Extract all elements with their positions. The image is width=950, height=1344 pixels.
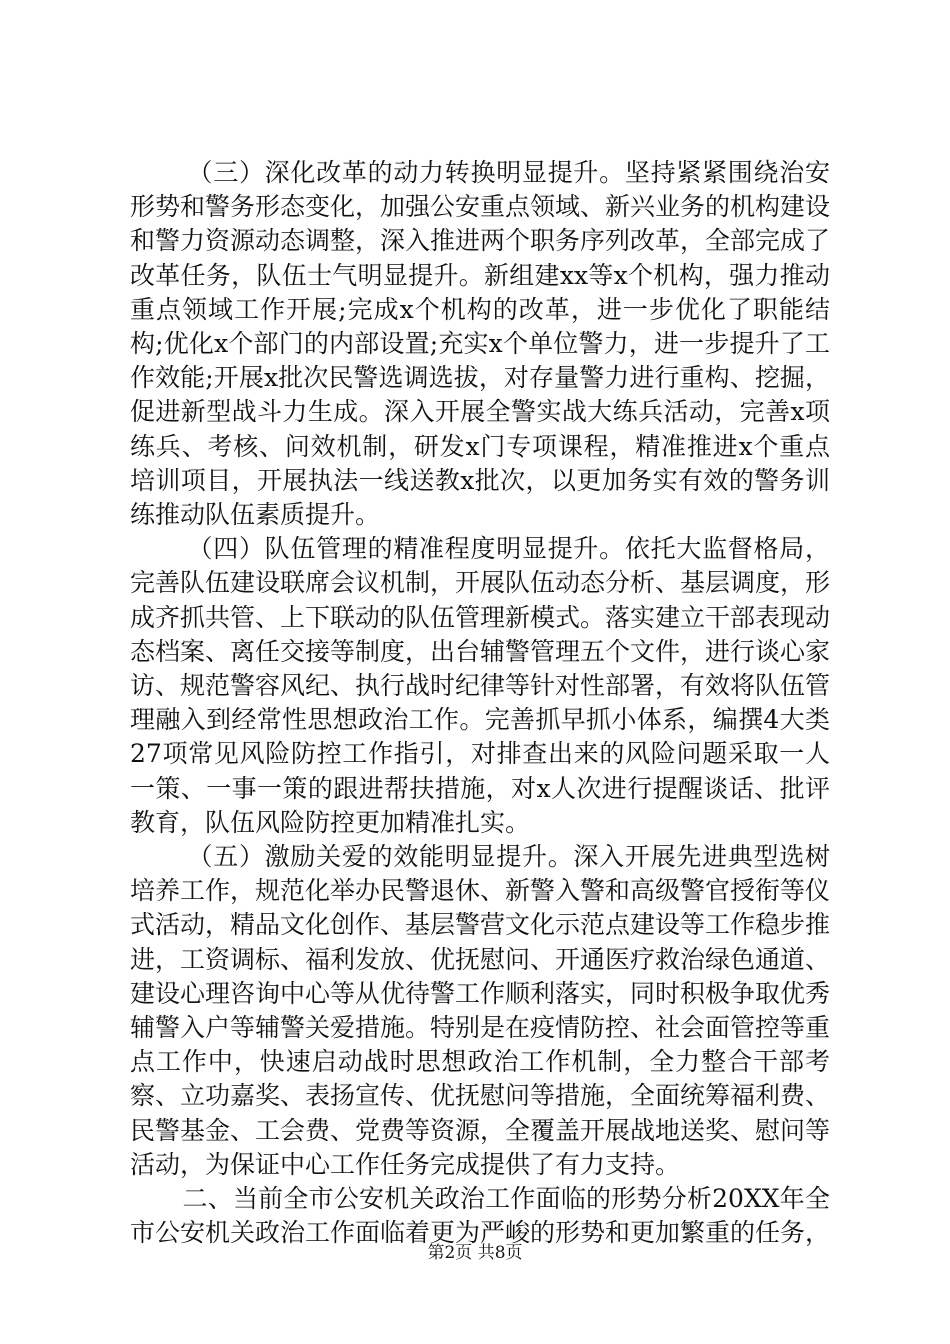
document-body xyxy=(130,156,830,1251)
paragraph-reform: （三）深化改革的动力转换明显提升。坚持紧紧围绕治安形势和警务形态变化，加强公安重点领域、新兴业务的机构建设和警力资源动态调整，深入推进两个职务序列改革，全部完成了改革任务，队伍士气明显提升。新组建xx等x个机构，强力推动重点领域工作开展;完成x个机构的改革，进一步优化了职能结构;优化x个部门的内部设置;充实x个单位警力，进一步提升了工作效能;开展x批次民警选调选拔，对存量警力进行重构、挖掘，促进新型战斗力生成。深入开展全警实战大练兵活动，完善x项练兵、考核、问效机制，研发x门专项课程，精准推进x个重点培训项目，开展执法一线送教x批次，以更加务实有效的警务训练推动队伍素质提升。 xyxy=(130,158,831,530)
paragraph-situation-analysis: 二、当前全市公安机关政治工作面临的形势分析20XX年全市公安机关政治工作面临着更为严峻的形势和更加繁重的任务， xyxy=(130,1184,831,1248)
paragraph-team-management: （四）队伍管理的精准程度明显提升。依托大监督格局，完善队伍建设联席会议机制，开展队伍动态分析、基层调度，形成齐抓共管、上下联动的队伍管理新模式。落实建立干部表现动态档案、离任交接等制度，出台辅警管理五个文件，进行谈心家访、规范警容风纪、执行战时纪律等针对性部署，有效将队伍管理融入到经常性思想政治工作。完善抓早抓小体系，编撰4大类27项常见风险防控工作指引，对排查出来的风险问题采取一人一策、一事一策的跟进帮扶措施，对x人次进行提醒谈话、批评教育，队伍风险防控更加精准扎实。 xyxy=(130,534,831,837)
page-footer: 第2页 共8页 xyxy=(427,1243,523,1263)
paragraph-incentive-care: （五）激励关爱的效能明显提升。深入开展先进典型选树培养工作，规范化举办民警退休、新警入警和高级警官授衔等仪式活动，精品文化创作、基层警营文化示范点建设等工作稳步推进，工资调标、福利发放、优抚慰问、开通医疗救治绿色通道、建设心理咨询中心等从优待警工作顺利落实，同时积极争取优秀辅警入户等辅警关爱措施。特别是在疫情防控、社会面管控等重点工作中，快速启动战时思想政治工作机制，全力整合干部考察、立功嘉奖、表扬宣传、优抚慰问等措施，全面统筹福利费、民警基金、工会费、党费等资源，全覆盖开展战地送奖、慰问等活动，为保证中心工作任务完成提供了有力支持。 xyxy=(130,842,831,1179)
